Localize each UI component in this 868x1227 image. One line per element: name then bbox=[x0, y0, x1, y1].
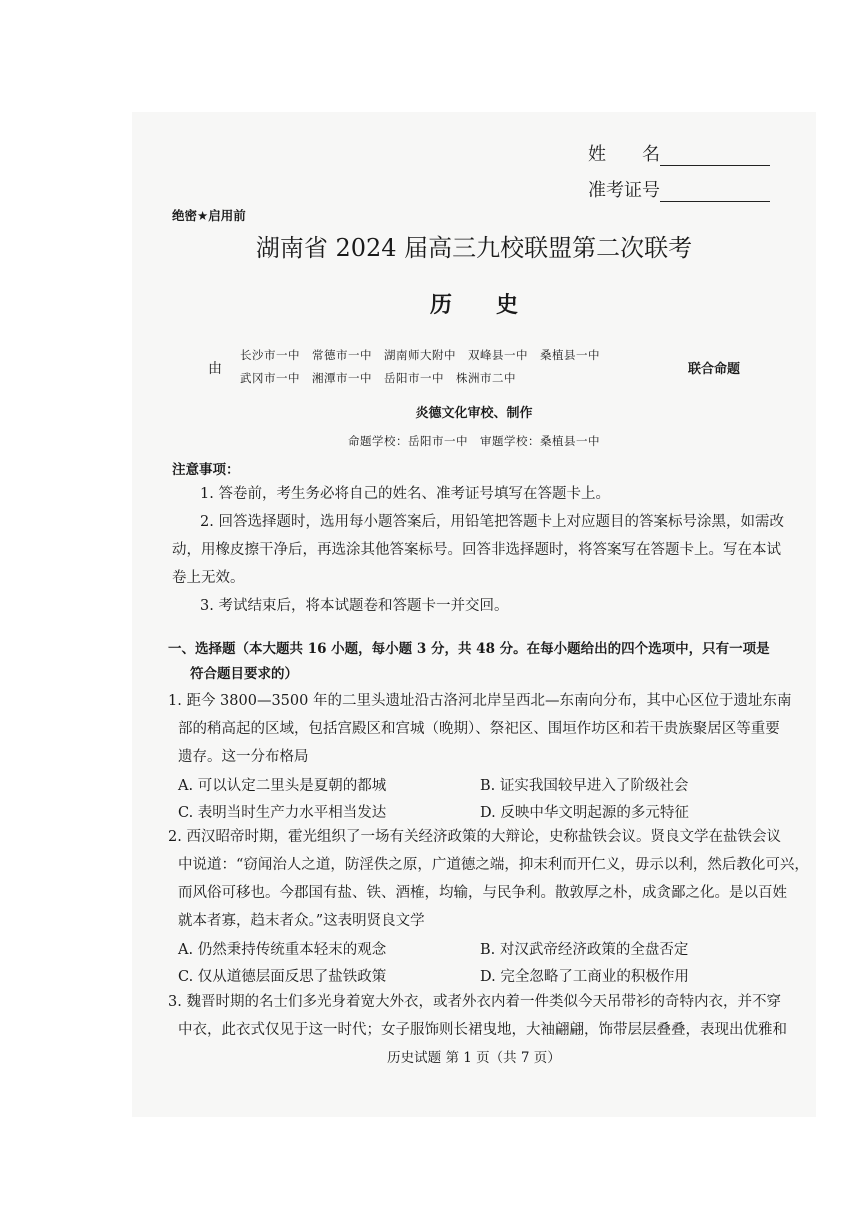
name-field[interactable] bbox=[588, 140, 770, 166]
production-line: 炎德文化审校、制作 bbox=[415, 406, 533, 421]
q2-stem-line-4: 就本者寡，趋末者众。”这表明贤良文学 bbox=[178, 913, 425, 929]
notes-heading: 注意事项： bbox=[172, 462, 240, 478]
q3-stem-line-1: 3. 魏晋时期的名士们多光身着宽大外衣，或者外衣内着一件类似今天吊带衫的奇特内衣，并不穿 bbox=[168, 994, 781, 1010]
name-blank[interactable] bbox=[660, 145, 770, 166]
q2-option-a: A. 仍然秉持传统重本轻末的观念 bbox=[178, 942, 387, 958]
secret-mark: 绝密★启用前 bbox=[172, 208, 246, 223]
q2-option-b: B. 对汉武帝经济政策的全盘否定 bbox=[480, 942, 689, 958]
organizers-row-2: 武冈市一中 湘潭市一中 岳阳市一中 株洲市二中 bbox=[240, 371, 516, 385]
note-3: 3. 考试结束后，将本试题卷和答题卡一并交回。 bbox=[200, 598, 509, 614]
q1-stem-line-1: 1. 距今 3800—3500 年的二里头遗址沿古洛河北岸呈西北—东南向分布，其中心区位于遗址东南 bbox=[168, 693, 792, 709]
q2-stem-line-3: 而风俗可移也。今郡国有盐、铁、酒榷，均输，与民争利。散敦厚之朴，成贪鄙之化。是以百姓 bbox=[178, 885, 787, 901]
subject-title: 历 史 bbox=[429, 293, 518, 318]
note-2-line-3: 卷上无效。 bbox=[172, 570, 245, 586]
school-line: 命题学校：岳阳市一中 审题学校：桑植县一中 bbox=[348, 434, 600, 448]
q1-option-d: D. 反映中华文明起源的多元特征 bbox=[480, 805, 689, 821]
q2-stem-line-2: 中说道：“窃闻治人之道，防淫佚之原，广道德之端，抑末利而开仁义，毋示以利，然后教化可兴， bbox=[178, 857, 809, 873]
organizers-row-1: 长沙市一中 常德市一中 湖南师大附中 双峰县一中 桑植县一中 bbox=[240, 348, 600, 362]
section-heading-line-1: 一、选择题（本大题共 16 小题，每小题 3 分，共 48 分。在每小题给出的四个选项中，只有一项是 bbox=[168, 641, 770, 657]
q1-stem-line-2: 部的稍高起的区域，包括宫殿区和宫城（晚期）、祭祀区、围垣作坊区和若干贵族聚居区等重要 bbox=[178, 721, 780, 737]
organizers-prefix: 由 bbox=[208, 361, 222, 377]
note-2-line-2: 动，用橡皮擦干净后，再选涂其他答案标号。回答非选择题时，将答案写在答题卡上。写在本试 bbox=[172, 542, 781, 558]
section-heading-line-2: 符合题目要求的） bbox=[190, 666, 298, 682]
q2-stem-line-1: 2. 西汉昭帝时期，霍光组织了一场有关经济政策的大辩论，史称盐铁会议。贤良文学在盐铁会议 bbox=[168, 829, 781, 845]
q2-option-d: D. 完全忽略了工商业的积极作用 bbox=[480, 969, 689, 985]
q1-stem-line-3: 遗存。这一分布格局 bbox=[178, 749, 309, 765]
q2-option-c: C. 仅从道德层面反思了盐铁政策 bbox=[178, 969, 387, 985]
q1-option-b: B. 证实我国较早进入了阶级社会 bbox=[480, 778, 689, 794]
exam-page bbox=[132, 112, 816, 1117]
q1-option-a: A. 可以认定二里头是夏朝的都城 bbox=[178, 778, 387, 794]
q3-stem-line-2: 中衣，此衣式仅见于这一时代；女子服饰则长裙曳地，大袖翩翩，饰带层层叠叠，表现出优雅和 bbox=[178, 1022, 787, 1038]
organizers-suffix: 联合命题 bbox=[688, 362, 741, 377]
exam-id-label: 准考证号 bbox=[588, 180, 660, 201]
exam-id-field[interactable] bbox=[588, 176, 770, 202]
exam-title: 湖南省 2024 届高三九校联盟第二次联考 bbox=[255, 234, 693, 262]
note-2-line-1: 2. 回答选择题时，选用每小题答案后，用铅笔把答题卡上对应题目的答案标号涂黑，如需改 bbox=[200, 514, 784, 530]
exam-id-blank[interactable] bbox=[660, 181, 770, 202]
q1-option-c: C. 表明当时生产力水平相当发达 bbox=[178, 805, 387, 821]
note-1: 1. 答卷前，考生务必将自己的姓名、准考证号填写在答题卡上。 bbox=[200, 486, 610, 502]
name-label: 姓 名 bbox=[588, 144, 660, 165]
page-footer: 历史试题 第 1 页（共 7 页） bbox=[387, 1050, 561, 1066]
